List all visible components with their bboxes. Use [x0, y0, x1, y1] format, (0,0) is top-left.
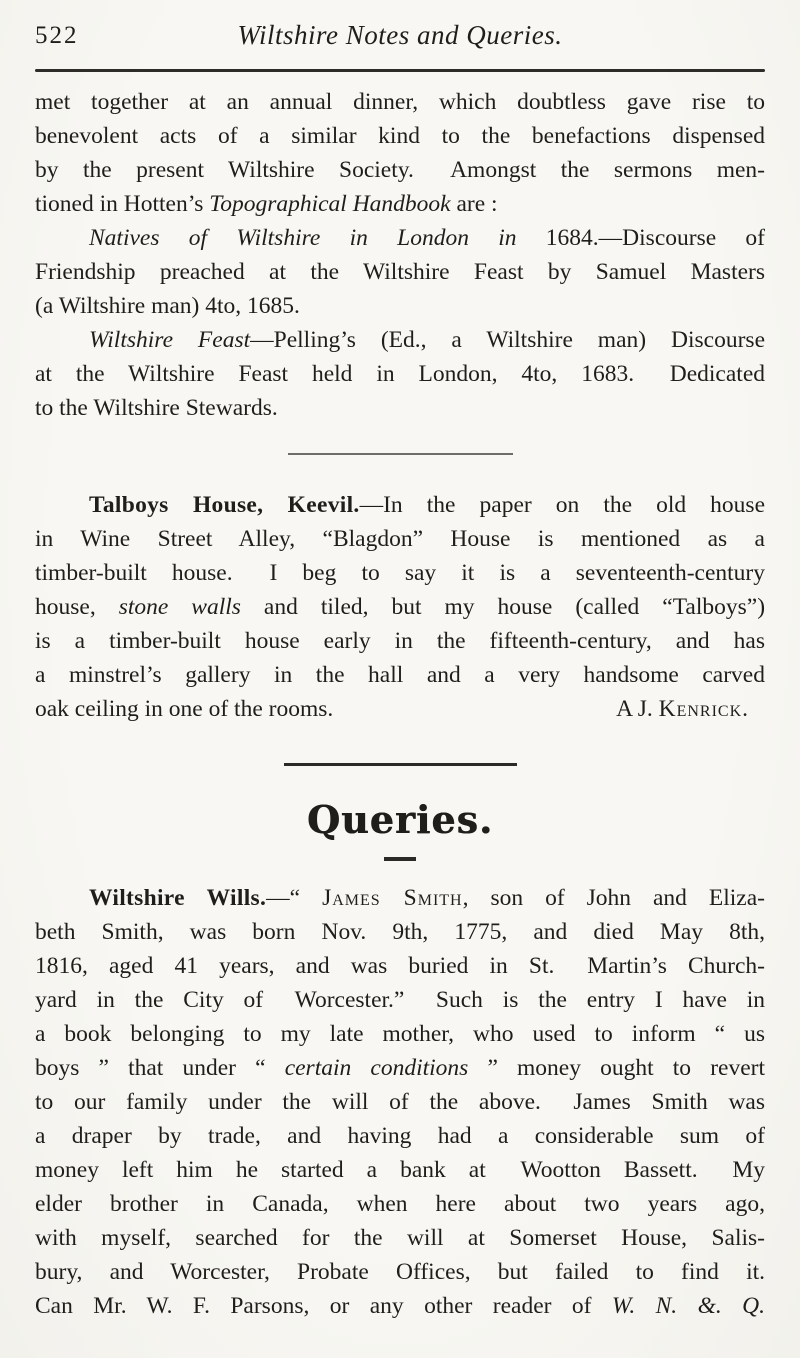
text-segment: timber-built house. I beg to say it is a seventeenth-century — [35, 560, 765, 586]
italic-phrase: Wiltshire Feast — [89, 327, 251, 353]
person-name: James Smith — [322, 885, 463, 911]
text-segment: benevolent acts of a similar kind to the benefactions dispensed — [35, 123, 765, 149]
text-segment: met together at an annual dinner, which doubtless gave rise to — [35, 89, 765, 115]
text-line — [35, 949, 765, 983]
text-segment: A J. — [616, 696, 659, 722]
text-line — [35, 1085, 765, 1119]
text-segment: a book belonging to my late mother, who used to inform “ us — [35, 1021, 765, 1047]
text-line — [35, 1187, 765, 1221]
text-line — [35, 1221, 765, 1255]
text-line — [35, 692, 765, 726]
text-segment: with myself, searched for the will at Somerset House, Salis- — [35, 1225, 765, 1251]
header-rule — [35, 69, 765, 72]
text-segment: yard in the City of Worcester.” Such is the entry I have in — [35, 987, 765, 1013]
text-line — [35, 85, 765, 119]
text-line — [35, 1289, 765, 1323]
notes-continuation — [35, 85, 765, 425]
text-line — [35, 391, 765, 425]
text-line — [35, 556, 765, 590]
text-segment: tioned in Hotten’s — [35, 191, 210, 217]
text-segment: —Pelling’s (Ed., a Wiltshire man) Discourse — [250, 327, 765, 353]
text-segment: at the Wiltshire Feast held in London, 4to, 1683. Dedicated — [35, 361, 765, 387]
article-title: Talboys House, Keevil. — [89, 492, 360, 518]
text-line — [35, 915, 765, 949]
text-segment: by the present Wiltshire Society. Amongst the sermons men- — [35, 157, 765, 183]
text-line — [35, 357, 765, 391]
text-segment: elder brother in Canada, when here about two years ago, — [35, 1191, 765, 1217]
italic-phrase: Natives of Wiltshire in London in — [89, 225, 546, 251]
text-line — [35, 488, 765, 522]
text-segment: bury, and Worcester, Probate Offices, but failed to find it. — [35, 1259, 765, 1285]
journal-title: Wiltshire Notes and Queries. — [237, 20, 563, 50]
text-line — [35, 119, 765, 153]
talboys-article — [35, 488, 765, 726]
page-number: 522 — [35, 22, 79, 49]
text-segment: to our family under the will of the above. James Smith was — [35, 1089, 765, 1115]
text-segment: are : — [450, 191, 498, 217]
wiltshire-wills-article — [35, 881, 765, 1323]
author-signature — [616, 692, 749, 726]
text-segment: oak ceiling in one of the rooms. — [35, 696, 334, 722]
italic-phrase: Topographical Handbook — [209, 191, 451, 217]
journal-abbreviation: W. N. &. Q. — [611, 1293, 765, 1319]
italic-phrase: certain conditions — [284, 1055, 469, 1081]
text-segment: Can Mr. W. F. Parsons, or any other reader of — [35, 1293, 612, 1319]
text-line — [35, 624, 765, 658]
text-line — [35, 323, 765, 357]
text-line — [35, 1255, 765, 1289]
text-segment: Friendship preached at the Wiltshire Feast by Samuel Masters — [35, 259, 765, 285]
text-line — [35, 881, 765, 915]
text-line — [35, 1017, 765, 1051]
text-segment: 1684.—Discourse of — [545, 225, 765, 251]
text-segment: boys ” that under “ — [35, 1055, 285, 1081]
text-line — [35, 1153, 765, 1187]
text-line — [35, 590, 765, 624]
text-segment: in Wine Street Alley, “Blagdon” House is mentioned as a — [35, 526, 765, 552]
text-segment: a draper by trade, and having had a considerable sum of — [35, 1123, 765, 1149]
text-segment: 1816, aged 41 years, and was buried in St. Martin’s Church- — [35, 953, 765, 979]
text-line — [35, 187, 765, 221]
text-segment: house, — [35, 594, 119, 620]
running-head — [35, 0, 765, 58]
text-segment: a minstrel’s gallery in the hall and a very handsome carved — [35, 662, 765, 688]
text-line — [35, 658, 765, 692]
text-segment: to the Wiltshire Stewards. — [35, 395, 278, 421]
section-divider — [288, 453, 513, 455]
text-segment: (a Wiltshire man) 4to, 1685. — [35, 293, 300, 319]
text-segment: ” money ought to revert — [468, 1055, 765, 1081]
text-line — [35, 1119, 765, 1153]
text-line — [35, 255, 765, 289]
text-segment: and tiled, but my house (called “Talboys”) — [240, 594, 766, 620]
text-segment: beth Smith, was born Nov. 9th, 1775, and died May 8th, — [35, 919, 765, 945]
queries-heading: Queries. — [306, 797, 494, 842]
article-title: Wiltshire Wills. — [89, 885, 267, 911]
text-line — [35, 153, 765, 187]
text-segment: is a timber-built house early in the fifteenth-century, and has — [35, 628, 765, 654]
heading-dash — [384, 857, 416, 861]
section-divider — [284, 763, 517, 766]
text-line — [35, 983, 765, 1017]
text-segment: , son of John and Eliza- — [462, 885, 765, 911]
text-line — [35, 289, 765, 323]
text-segment: money left him he started a bank at Wootton Bassett. My — [35, 1157, 765, 1183]
text-line — [35, 522, 765, 556]
text-segment: —“ — [266, 885, 323, 911]
italic-phrase: stone walls — [118, 594, 241, 620]
text-line — [35, 1051, 765, 1085]
author-name: Kenrick. — [658, 696, 749, 722]
text-segment: —In the paper on the old house — [359, 492, 765, 518]
text-line — [35, 221, 765, 255]
